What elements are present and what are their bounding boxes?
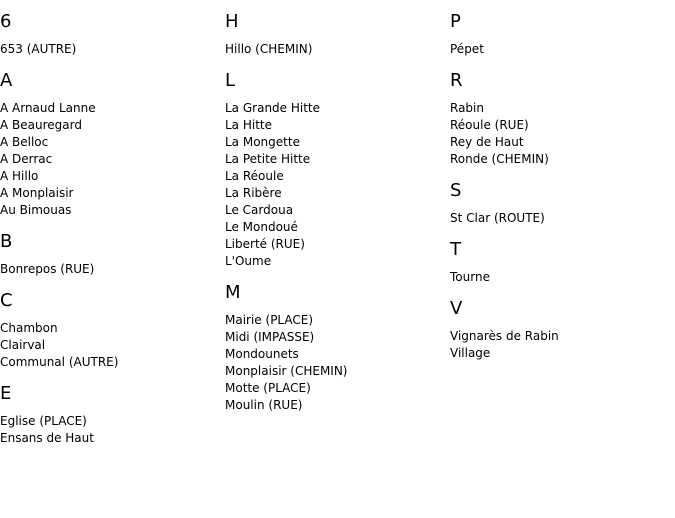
street-link[interactable]: Communal (AUTRE): [0, 355, 119, 369]
letter-section: [225, 11, 450, 58]
street-list-item: [225, 329, 450, 346]
letter-section: [0, 383, 225, 447]
street-link[interactable]: L'Oume: [225, 254, 272, 268]
street-list-item: [450, 134, 675, 151]
street-link[interactable]: A Hillo: [0, 169, 39, 183]
index-column: [0, 0, 225, 458]
street-link[interactable]: St Clar (ROUTE): [450, 211, 545, 225]
section-letter-heading: A: [0, 70, 13, 91]
street-list: [450, 100, 675, 168]
street-list-item: [225, 151, 450, 168]
street-link[interactable]: Ensans de Haut: [0, 431, 94, 445]
street-link[interactable]: Moulin (RUE): [225, 398, 303, 412]
street-link[interactable]: La Petite Hitte: [225, 152, 311, 166]
letter-section: [450, 180, 675, 227]
letter-section: [0, 70, 225, 219]
street-list-item: [450, 345, 675, 362]
street-link[interactable]: 653 (AUTRE): [0, 42, 77, 56]
street-link[interactable]: A Derrac: [0, 152, 53, 166]
street-list-item: [225, 397, 450, 414]
street-list-item: [450, 117, 675, 134]
street-list-item: [225, 312, 450, 329]
street-link[interactable]: Réoule (RUE): [450, 118, 529, 132]
index-column: [225, 0, 450, 425]
street-list-item: [450, 210, 675, 227]
street-list-item: [0, 100, 225, 117]
street-link[interactable]: Le Cardoua: [225, 203, 294, 217]
street-list: [450, 210, 675, 227]
street-link[interactable]: Rey de Haut: [450, 135, 524, 149]
street-list-item: [0, 337, 225, 354]
section-letter-heading: H: [225, 11, 239, 32]
street-list: [0, 320, 225, 371]
letter-section: [0, 290, 225, 371]
street-list-item: [225, 168, 450, 185]
street-link[interactable]: La Réoule: [225, 169, 284, 183]
street-link[interactable]: Clairval: [0, 338, 46, 352]
street-list-item: [225, 219, 450, 236]
street-list-item: [0, 320, 225, 337]
street-link[interactable]: La Ribère: [225, 186, 282, 200]
street-list: [225, 312, 450, 414]
street-link[interactable]: A Arnaud Lanne: [0, 101, 96, 115]
street-link[interactable]: La Hitte: [225, 118, 273, 132]
street-link[interactable]: Chambon: [0, 321, 58, 335]
street-list-item: [0, 185, 225, 202]
street-link[interactable]: Tourne: [450, 270, 490, 284]
section-letter-heading: T: [450, 239, 461, 260]
street-list-item: [0, 202, 225, 219]
index-column: [450, 0, 675, 373]
letter-section: [450, 298, 675, 362]
section-letter-heading: L: [225, 70, 236, 91]
street-list-item: [225, 185, 450, 202]
street-link[interactable]: Mondounets: [225, 347, 299, 361]
section-letter-heading: E: [0, 383, 12, 404]
street-list-item: [225, 236, 450, 253]
street-link[interactable]: Au Bimouas: [0, 203, 72, 217]
section-letter-heading: V: [450, 298, 463, 319]
section-letter-heading: R: [450, 70, 463, 91]
street-list-item: [0, 261, 225, 278]
street-list: [0, 41, 225, 58]
letter-section: [450, 70, 675, 168]
street-list-item: [450, 100, 675, 117]
letter-section: [225, 70, 450, 270]
street-link[interactable]: Mairie (PLACE): [225, 313, 314, 327]
section-letter-heading: M: [225, 282, 241, 303]
street-list-item: [225, 100, 450, 117]
street-list-item: [225, 346, 450, 363]
street-list: [0, 261, 225, 278]
street-list-item: [225, 117, 450, 134]
street-list: [0, 413, 225, 447]
street-list-item: [225, 41, 450, 58]
letter-section: [0, 11, 225, 58]
street-link[interactable]: Bonrepos (RUE): [0, 262, 95, 276]
section-letter-heading: B: [0, 231, 13, 252]
street-list-item: [0, 151, 225, 168]
street-list: [0, 100, 225, 219]
street-list-item: [450, 41, 675, 58]
street-list-item: [0, 168, 225, 185]
street-list: [450, 328, 675, 362]
letter-section: [450, 11, 675, 58]
street-list-item: [0, 430, 225, 447]
street-link[interactable]: Monplaisir (CHEMIN): [225, 364, 348, 378]
street-link[interactable]: Village: [450, 346, 491, 360]
letter-section: [0, 231, 225, 278]
section-letter-heading: S: [450, 180, 462, 201]
street-list: [225, 41, 450, 58]
street-list-item: [0, 117, 225, 134]
street-list-item: [0, 134, 225, 151]
street-list: [450, 269, 675, 286]
letter-section: [450, 239, 675, 286]
street-list-item: [0, 41, 225, 58]
street-link[interactable]: Eglise (PLACE): [0, 414, 87, 428]
street-link[interactable]: Rabin: [450, 101, 484, 115]
street-list: [225, 100, 450, 270]
street-link[interactable]: Le Mondoué: [225, 220, 298, 234]
street-list-item: [225, 363, 450, 380]
letter-section: [225, 282, 450, 414]
street-link[interactable]: Vignarès de Rabin: [450, 329, 559, 343]
section-letter-heading: 6: [0, 11, 12, 32]
street-list: [450, 41, 675, 58]
street-link[interactable]: Motte (PLACE): [225, 381, 311, 395]
street-list-item: [225, 253, 450, 270]
street-link[interactable]: Liberté (RUE): [225, 237, 305, 251]
street-link[interactable]: A Monplaisir: [0, 186, 74, 200]
street-link[interactable]: Hillo (CHEMIN): [225, 42, 313, 56]
street-link[interactable]: Ronde (CHEMIN): [450, 152, 549, 166]
street-list-item: [225, 134, 450, 151]
street-link[interactable]: La Mongette: [225, 135, 300, 149]
street-list-item: [450, 269, 675, 286]
street-list-item: [0, 413, 225, 430]
street-list-item: [450, 151, 675, 168]
street-link[interactable]: A Beauregard: [0, 118, 82, 132]
street-list-item: [450, 328, 675, 345]
street-link[interactable]: Midi (IMPASSE): [225, 330, 315, 344]
street-link[interactable]: La Grande Hitte: [225, 101, 321, 115]
street-list-item: [225, 380, 450, 397]
section-letter-heading: P: [450, 11, 461, 32]
street-list-item: [0, 354, 225, 371]
street-link[interactable]: Pépet: [450, 42, 484, 56]
street-list-item: [225, 202, 450, 219]
street-link[interactable]: A Belloc: [0, 135, 49, 149]
section-letter-heading: C: [0, 290, 13, 311]
